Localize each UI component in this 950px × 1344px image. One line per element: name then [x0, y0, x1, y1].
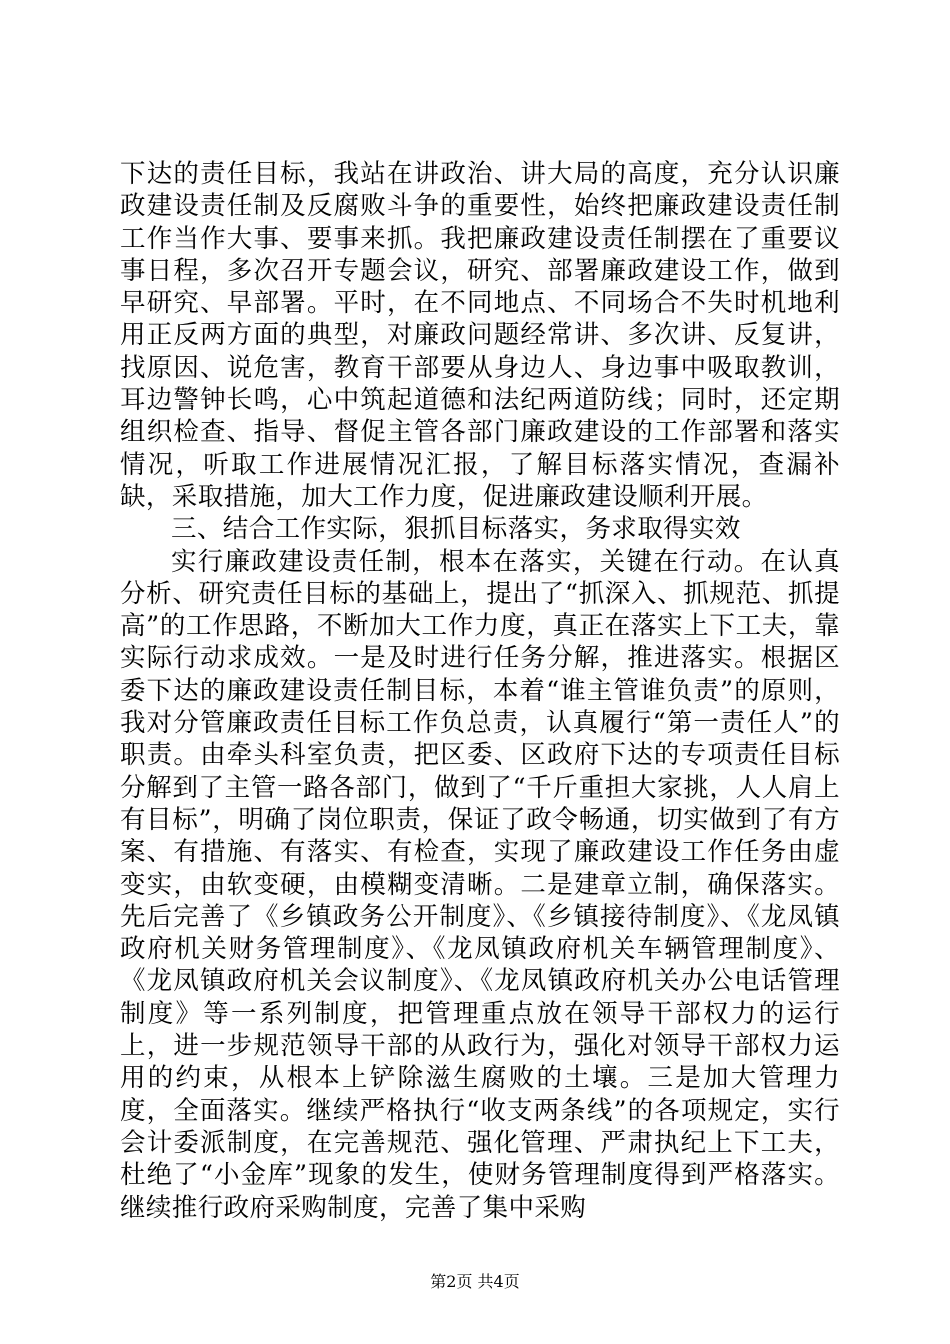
- document-body: [120, 158, 840, 1224]
- page-footer: 第2页 共4页: [430, 1272, 520, 1291]
- section-heading-3: 三、结合工作实际，狠抓目标落实，务求取得实效: [171, 514, 741, 545]
- body-paragraph-1: 下达的责任目标，我站在讲政治、讲大局的高度，充分认识廉政建设责任制及反腐败斗争的重要性，始终把廉政建设责任制工作当作大事、要事来抓。我把廉政建设责任制摆在了重要议事日程，多次召开专题会议，研究、部署廉政建设工作，做到早研究、早部署。平时，在不同地点、不同场合不失时机地利用正反两方面的典型，对廉政问题经常讲、多次讲、反复讲，找原因、说危害，教育干部要从身边人、身边事中吸取教训，耳边警钟长鸣，心中筑起道德和法纪两道防线；同时，还定期组织检查、指导、督促主管各部门廉政建设的工作部署和落实情况，听取工作进展情况汇报，了解目标落实情况，查漏补缺，采取措施，加大工作力度，促进廉政建设顺利开展。: [120, 159, 840, 512]
- body-paragraph-2: 实行廉政建设责任制，根本在落实，关键在行动。在认真分析、研究责任目标的基础上，提出了“抓深入、抓规范、抓提高”的工作思路，不断加大工作力度，真正在落实上下工夫，靠实际行动求成效。一是及时进行任务分解，推进落实。根据区委下达的廉政建设责任制目标，本着“谁主管谁负责”的原则，我对分管廉政责任目标工作负总责，认真履行“第一责任人”的职责。由牵头科室负责，把区委、区政府下达的专项责任目标分解到了主管一路各部门，做到了“千斤重担大家挑，人人肩上有目标”，明确了岗位职责，保证了政令畅通，切实做到了有方案、有措施、有落实、有检查，实现了廉政建设工作任务由虚变实，由软变硬，由模糊变清晰。二是建章立制，确保落实。先后完善了《乡镇政务公开制度》、《乡镇接待制度》、《龙凤镇政府机关财务管理制度》、《龙凤镇政府机关车辆管理制度》、《龙凤镇政府机关会议制度》、《龙凤镇政府机关办公电话管理制度》等一系列制度，把管理重点放在领导干部权力的运行上，进一步规范领导干部的从政行为，强化对领导干部权力运用的约束，从根本上铲除滋生腐败的土壤。三是加大管理力度，全面落实。继续严格执行“收支两条线”的各项规定，实行会计委派制度，在完善规范、强化管理、严肃执纪上下工夫，杜绝了“小金库”现象的发生，使财务管理制度得到严格落实。继续推行政府采购制度，完善了集中采购: [120, 546, 840, 1223]
